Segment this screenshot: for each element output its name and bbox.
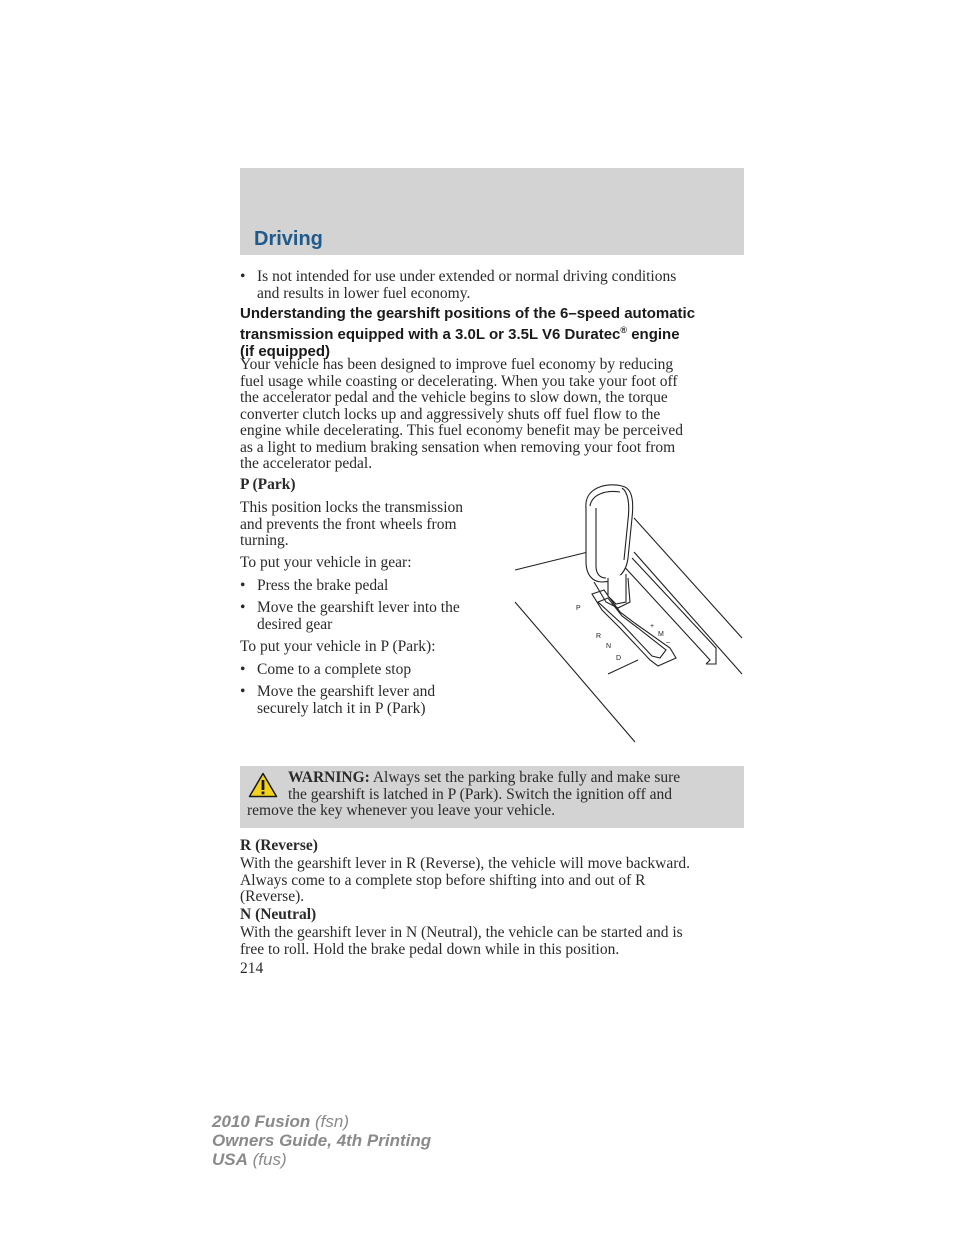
list-item: [240, 600, 500, 634]
paragraph-line: converter clutch locks up and aggressively shuts off fuel flow to the: [240, 405, 661, 423]
paragraph-line: Always come to a complete stop before shifting into and out of R: [240, 871, 646, 889]
console-edge-line: [634, 552, 742, 674]
to-gear-label: To put your vehicle in gear:: [240, 554, 412, 571]
gate-label-d: D: [616, 655, 622, 662]
paragraph-line: With the gearshift lever in R (Reverse), the vehicle will move backward.: [240, 855, 691, 872]
bullet-icon: •: [240, 599, 246, 616]
footer-model-code: (fsn): [315, 1112, 349, 1131]
neutral-paragraph: [240, 925, 744, 958]
paragraph-line: turning.: [240, 532, 289, 549]
warning-text: Always set the parking brake fully and make sure: [372, 769, 681, 786]
list-item-text: desired gear: [257, 615, 333, 633]
list-item: [240, 684, 500, 718]
gate-label-m: M: [658, 631, 664, 638]
warning-line: the gearshift is latched in P (Park). Switch the ignition off and: [288, 786, 672, 803]
neutral-title: N (Neutral): [240, 906, 317, 923]
gate-label-r: R: [596, 633, 602, 640]
bullet-icon: •: [240, 268, 246, 285]
gate-label-n: N: [606, 643, 612, 650]
paragraph-line: and prevents the front wheels from: [240, 515, 457, 533]
heading-text: engine: [627, 326, 680, 343]
gearshift-illustration: [510, 478, 746, 746]
registered-mark: ®: [620, 325, 628, 335]
footer-model: 2010 Fusion: [212, 1112, 311, 1131]
paragraph-line: as a light to medium braking sensation when removing your foot from: [240, 438, 676, 456]
console-edge-line: [515, 552, 588, 570]
footer-guide: Owners Guide, 4th Printing: [212, 1131, 432, 1150]
tray-edge: [608, 660, 638, 674]
console-edge-line: [515, 602, 635, 742]
warning-box: [240, 766, 744, 828]
list-item-text: securely latch it in P (Park): [257, 699, 426, 717]
park-description: [240, 500, 500, 550]
list-item-text: Come to a complete stop: [257, 661, 412, 678]
paragraph-line: This position locks the transmission: [240, 499, 464, 516]
warning-label: WARNING:: [288, 769, 370, 786]
footer-region-code: (fus): [252, 1150, 287, 1169]
intro-paragraph: [240, 357, 744, 473]
paragraph-line: the accelerator pedal and the vehicle begins to slow down, the torque: [240, 389, 668, 406]
paragraph-line: engine while decelerating. This fuel economy benefit may be perceived: [240, 422, 684, 439]
section-heading: [240, 305, 744, 360]
shift-gate: [592, 590, 676, 666]
list-item-text: Move the gearshift lever into the: [257, 599, 460, 616]
gate-label-p: P: [576, 605, 581, 612]
list-item: [240, 578, 500, 595]
section-title: Driving: [254, 228, 323, 250]
list-item-text: and results in lower fuel economy.: [257, 284, 471, 302]
paragraph-line: (Reverse).: [240, 888, 305, 905]
list-item-text: Is not intended for use under extended or normal driving conditions: [257, 268, 677, 285]
reverse-title: R (Reverse): [240, 837, 318, 854]
heading-line: [240, 322, 744, 343]
warning-line: [288, 770, 738, 787]
footer-line: [212, 1131, 431, 1150]
bullet-icon: •: [240, 661, 246, 678]
reverse-paragraph: [240, 856, 744, 906]
paragraph-line: fuel usage while coasting or decelerating. When you take your foot off: [240, 372, 678, 390]
warning-icon: [248, 772, 278, 798]
park-title: P (Park): [240, 476, 296, 493]
list-item: [240, 269, 740, 303]
to-park-label: To put your vehicle in P (Park):: [240, 638, 436, 655]
paragraph-line: With the gearshift lever in N (Neutral), the vehicle can be started and is: [240, 924, 683, 941]
warning-line: remove the key whenever you leave your vehicle.: [247, 802, 556, 819]
footer-region: USA: [212, 1150, 248, 1169]
heading-line: Understanding the gearshift positions of the 6–speed automatic: [240, 305, 696, 322]
footer-line: [212, 1112, 431, 1131]
list-item-text: Move the gearshift lever and: [257, 683, 436, 700]
bullet-icon: •: [240, 683, 246, 700]
list-item: [240, 662, 500, 679]
footer-line: [212, 1150, 431, 1169]
paragraph-line: the accelerator pedal.: [240, 455, 373, 472]
paragraph-line: Your vehicle has been designed to improve fuel economy by reducing: [240, 356, 674, 373]
heading-text: transmission equipped with a 3.0L or 3.5L V6 Duratec: [240, 326, 621, 343]
paragraph-line: free to roll. Hold the brake pedal down while in this position.: [240, 940, 620, 958]
bullet-icon: •: [240, 577, 246, 594]
heading-line: (if equipped): [240, 343, 330, 360]
document-footer: [212, 1112, 431, 1169]
gate-label-plus: +: [650, 623, 655, 630]
gate-label-minus: –: [666, 639, 670, 646]
page-number: 214: [240, 960, 264, 977]
list-item-text: Press the brake pedal: [257, 577, 389, 594]
